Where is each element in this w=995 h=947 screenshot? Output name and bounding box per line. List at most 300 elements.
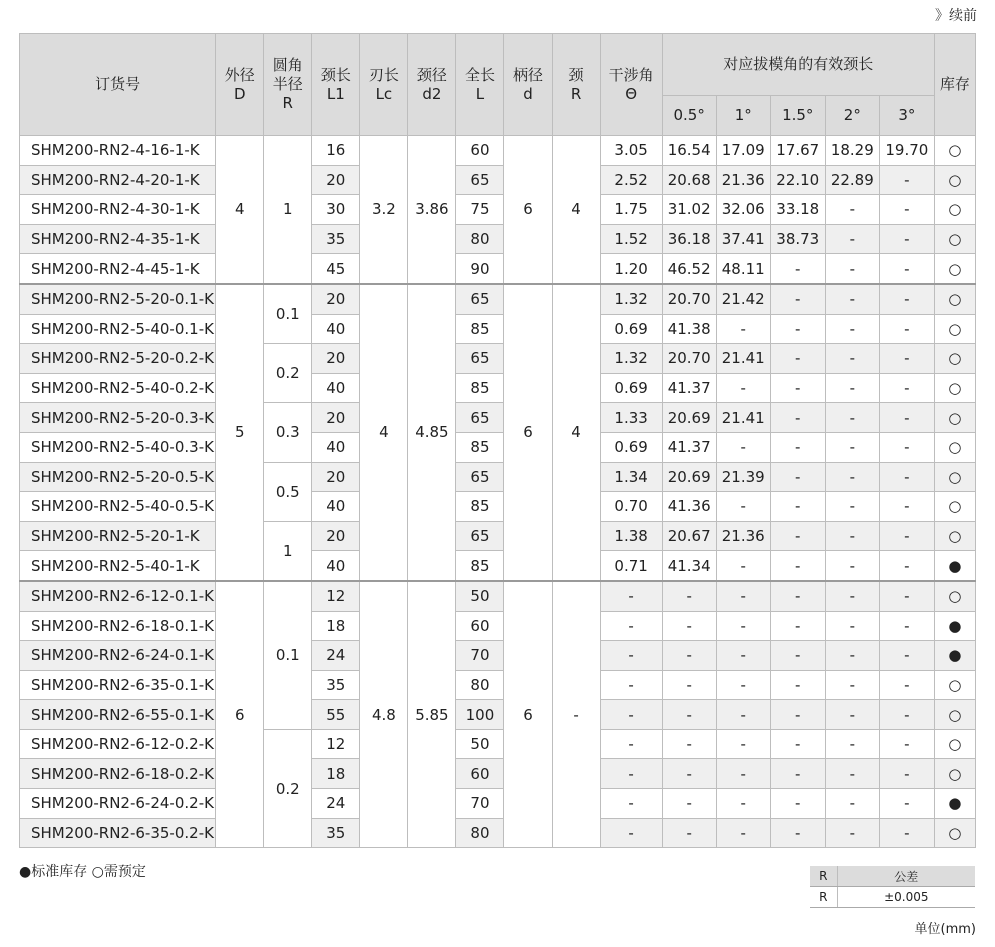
draft-1-5-length-cell: - (770, 641, 825, 671)
empty-dot-icon: ○ (934, 759, 975, 789)
empty-dot-icon: ○ (934, 432, 975, 462)
neck-length-cell: 35 (312, 224, 360, 254)
draft-1-length-cell: 32.06 (716, 195, 770, 225)
draft-0-5-length-cell: 16.54 (662, 136, 716, 166)
part-number-cell: SHM200-RN2-5-40-1-K (20, 551, 216, 581)
blade-length-cell: 4 (360, 284, 408, 581)
table-row (20, 641, 976, 671)
interference-angle-cell: - (600, 818, 662, 848)
draft-1-5-length-cell: - (770, 344, 825, 374)
draft-1-5-length-cell: 33.18 (770, 195, 825, 225)
header-stock: 库存 (934, 34, 975, 136)
interference-angle-cell: - (600, 729, 662, 759)
empty-dot-icon: ○ (91, 864, 104, 880)
draft-2-length-cell: 22.89 (825, 165, 879, 195)
table-row (20, 403, 976, 433)
header-part-no: 订货号 (20, 34, 216, 136)
draft-1-5-length-cell: 38.73 (770, 224, 825, 254)
draft-0-5-length-cell: - (662, 611, 716, 641)
part-number-cell: SHM200-RN2-4-16-1-K (20, 136, 216, 166)
draft-1-5-length-cell: - (770, 314, 825, 344)
draft-2-length-cell: - (825, 700, 879, 730)
draft-1-length-cell: - (716, 789, 770, 819)
draft-1-length-cell: - (716, 729, 770, 759)
empty-dot-icon: ○ (934, 403, 975, 433)
draft-1-5-length-cell: - (770, 729, 825, 759)
blade-length-cell: 4.8 (360, 581, 408, 848)
interference-angle-cell: 0.69 (600, 432, 662, 462)
part-number-cell: SHM200-RN2-6-24-0.1-K (20, 641, 216, 671)
draft-1-length-cell: 21.42 (716, 284, 770, 314)
total-length-cell: 85 (456, 314, 504, 344)
header-neck-r: 颈 R (552, 34, 600, 136)
neck-r-cell: - (552, 581, 600, 848)
neck-length-cell: 12 (312, 729, 360, 759)
total-length-cell: 80 (456, 224, 504, 254)
neck-length-cell: 45 (312, 254, 360, 284)
draft-3-length-cell: - (879, 432, 934, 462)
draft-0-5-length-cell: - (662, 759, 716, 789)
draft-1-5-length-cell: - (770, 521, 825, 551)
shank-diameter-cell: 6 (504, 136, 552, 284)
empty-dot-icon: ○ (934, 492, 975, 522)
total-length-cell: 65 (456, 165, 504, 195)
draft-1-length-cell: - (716, 581, 770, 611)
draft-3-length-cell: - (879, 789, 934, 819)
draft-0-5-length-cell: 20.67 (662, 521, 716, 551)
draft-0-5-length-cell: 36.18 (662, 224, 716, 254)
draft-2-length-cell: - (825, 641, 879, 671)
outer-diameter-cell: 6 (216, 581, 264, 848)
draft-2-length-cell: - (825, 314, 879, 344)
total-length-cell: 65 (456, 462, 504, 492)
draft-3-length-cell: - (879, 165, 934, 195)
interference-angle-cell: 1.34 (600, 462, 662, 492)
total-length-cell: 75 (456, 195, 504, 225)
draft-1-length-cell: - (716, 492, 770, 522)
total-length-cell: 65 (456, 521, 504, 551)
part-number-cell: SHM200-RN2-5-20-0.1-K (20, 284, 216, 314)
draft-2-length-cell: - (825, 789, 879, 819)
draft-3-length-cell: - (879, 254, 934, 284)
draft-1-5-length-cell: - (770, 789, 825, 819)
part-number-cell: SHM200-RN2-4-35-1-K (20, 224, 216, 254)
draft-1-length-cell: - (716, 700, 770, 730)
draft-2-length-cell: - (825, 373, 879, 403)
draft-3-length-cell: - (879, 581, 934, 611)
table-row (20, 284, 976, 314)
part-number-cell: SHM200-RN2-5-40-0.1-K (20, 314, 216, 344)
neck-length-cell: 20 (312, 165, 360, 195)
draft-3-length-cell: - (879, 521, 934, 551)
tolerance-header-r: R (810, 866, 837, 887)
draft-1-5-length-cell: - (770, 551, 825, 581)
total-length-cell: 90 (456, 254, 504, 284)
total-length-cell: 50 (456, 581, 504, 611)
table-row (20, 700, 976, 730)
draft-2-length-cell: - (825, 818, 879, 848)
table-row (20, 165, 976, 195)
draft-3-length-cell: - (879, 729, 934, 759)
interference-angle-cell: 3.05 (600, 136, 662, 166)
empty-dot-icon: ○ (934, 344, 975, 374)
neck-length-cell: 20 (312, 462, 360, 492)
draft-3-length-cell: - (879, 700, 934, 730)
neck-diameter-cell: 4.85 (408, 284, 456, 581)
part-number-cell: SHM200-RN2-5-20-1-K (20, 521, 216, 551)
filled-dot-icon: ● (19, 864, 32, 880)
draft-0-5-length-cell: 20.70 (662, 284, 716, 314)
interference-angle-cell: 0.71 (600, 551, 662, 581)
neck-length-cell: 40 (312, 492, 360, 522)
neck-length-cell: 20 (312, 521, 360, 551)
header-draft-1: 1° (716, 96, 770, 136)
interference-angle-cell: 0.69 (600, 314, 662, 344)
empty-dot-icon: ○ (934, 136, 975, 166)
header-interference-angle: 干涉角 Θ (600, 34, 662, 136)
empty-dot-icon: ○ (934, 700, 975, 730)
interference-angle-cell: - (600, 641, 662, 671)
table-row (20, 670, 976, 700)
neck-length-cell: 18 (312, 611, 360, 641)
interference-angle-cell: 1.38 (600, 521, 662, 551)
draft-0-5-length-cell: - (662, 818, 716, 848)
draft-3-length-cell: - (879, 224, 934, 254)
draft-3-length-cell: - (879, 344, 934, 374)
table-row (20, 581, 976, 611)
table-row (20, 729, 976, 759)
draft-2-length-cell: - (825, 462, 879, 492)
empty-dot-icon: ○ (934, 314, 975, 344)
table-row (20, 492, 976, 522)
total-length-cell: 50 (456, 729, 504, 759)
table-row (20, 611, 976, 641)
header-neck-diameter: 颈径 d2 (408, 34, 456, 136)
draft-1-5-length-cell: - (770, 254, 825, 284)
draft-0-5-length-cell: 41.37 (662, 432, 716, 462)
draft-1-5-length-cell: - (770, 284, 825, 314)
interference-angle-cell: - (600, 759, 662, 789)
tolerance-header-tol: 公差 (837, 866, 975, 887)
draft-1-5-length-cell: - (770, 759, 825, 789)
table-row (20, 224, 976, 254)
part-number-cell: SHM200-RN2-6-35-0.1-K (20, 670, 216, 700)
stock-legend (19, 861, 146, 881)
draft-0-5-length-cell: - (662, 729, 716, 759)
table-row (20, 818, 976, 848)
draft-0-5-length-cell: - (662, 700, 716, 730)
draft-2-length-cell: - (825, 224, 879, 254)
draft-2-length-cell: - (825, 254, 879, 284)
interference-angle-cell: - (600, 581, 662, 611)
table-row (20, 344, 976, 374)
table-row (20, 462, 976, 492)
neck-r-cell: 4 (552, 136, 600, 284)
draft-2-length-cell: - (825, 611, 879, 641)
interference-angle-cell: 1.52 (600, 224, 662, 254)
draft-3-length-cell: - (879, 403, 934, 433)
part-number-cell: SHM200-RN2-6-12-0.2-K (20, 729, 216, 759)
neck-length-cell: 40 (312, 314, 360, 344)
draft-2-length-cell: - (825, 432, 879, 462)
draft-0-5-length-cell: - (662, 641, 716, 671)
draft-1-length-cell: 21.39 (716, 462, 770, 492)
draft-0-5-length-cell: 31.02 (662, 195, 716, 225)
table-row (20, 551, 976, 581)
part-number-cell: SHM200-RN2-4-30-1-K (20, 195, 216, 225)
corner-radius-cell: 0.2 (264, 344, 312, 403)
part-number-cell: SHM200-RN2-6-35-0.2-K (20, 818, 216, 848)
header-blade-length: 刃长 Lc (360, 34, 408, 136)
draft-3-length-cell: - (879, 818, 934, 848)
neck-length-cell: 40 (312, 373, 360, 403)
draft-1-5-length-cell: - (770, 373, 825, 403)
header-shank-diameter: 柄径 d (504, 34, 552, 136)
draft-3-length-cell: - (879, 462, 934, 492)
table-row (20, 136, 976, 166)
header-draft-2: 2° (825, 96, 879, 136)
header-draft-0-5: 0.5° (662, 96, 716, 136)
draft-2-length-cell: - (825, 551, 879, 581)
table-row (20, 195, 976, 225)
draft-2-length-cell: - (825, 195, 879, 225)
draft-0-5-length-cell: 20.70 (662, 344, 716, 374)
neck-length-cell: 20 (312, 403, 360, 433)
draft-0-5-length-cell: 20.68 (662, 165, 716, 195)
part-number-cell: SHM200-RN2-6-12-0.1-K (20, 581, 216, 611)
neck-length-cell: 20 (312, 344, 360, 374)
legend-standard-stock: 标准库存 (31, 864, 88, 880)
header-draft-1-5: 1.5° (770, 96, 825, 136)
draft-3-length-cell: 19.70 (879, 136, 934, 166)
draft-3-length-cell: - (879, 373, 934, 403)
empty-dot-icon: ○ (934, 224, 975, 254)
draft-1-5-length-cell: - (770, 462, 825, 492)
draft-1-5-length-cell: - (770, 403, 825, 433)
outer-diameter-cell: 5 (216, 284, 264, 581)
filled-dot-icon: ● (934, 641, 975, 671)
draft-0-5-length-cell: 20.69 (662, 462, 716, 492)
total-length-cell: 65 (456, 284, 504, 314)
empty-dot-icon: ○ (934, 195, 975, 225)
neck-length-cell: 12 (312, 581, 360, 611)
draft-1-length-cell: 48.11 (716, 254, 770, 284)
shank-diameter-cell: 6 (504, 284, 552, 581)
header-neck-length: 颈长 L1 (312, 34, 360, 136)
draft-1-5-length-cell: - (770, 432, 825, 462)
neck-length-cell: 35 (312, 818, 360, 848)
draft-1-length-cell: 21.41 (716, 403, 770, 433)
draft-1-length-cell: - (716, 432, 770, 462)
empty-dot-icon: ○ (934, 165, 975, 195)
header-outer-diameter: 外径 D (216, 34, 264, 136)
draft-2-length-cell: - (825, 670, 879, 700)
part-number-cell: SHM200-RN2-5-40-0.5-K (20, 492, 216, 522)
interference-angle-cell: - (600, 611, 662, 641)
draft-0-5-length-cell: - (662, 789, 716, 819)
part-number-cell: SHM200-RN2-6-18-0.2-K (20, 759, 216, 789)
corner-radius-cell: 0.5 (264, 462, 312, 521)
draft-3-length-cell: - (879, 551, 934, 581)
draft-1-5-length-cell: - (770, 700, 825, 730)
filled-dot-icon: ● (934, 611, 975, 641)
draft-0-5-length-cell: - (662, 581, 716, 611)
part-number-cell: SHM200-RN2-5-40-0.2-K (20, 373, 216, 403)
draft-1-length-cell: - (716, 611, 770, 641)
total-length-cell: 80 (456, 818, 504, 848)
tolerance-row-r: R (810, 887, 837, 908)
empty-dot-icon: ○ (934, 521, 975, 551)
total-length-cell: 70 (456, 641, 504, 671)
draft-0-5-length-cell: 41.37 (662, 373, 716, 403)
neck-length-cell: 40 (312, 432, 360, 462)
neck-length-cell: 40 (312, 551, 360, 581)
part-number-cell: SHM200-RN2-5-20-0.5-K (20, 462, 216, 492)
empty-dot-icon: ○ (934, 729, 975, 759)
table-row (20, 789, 976, 819)
blade-length-cell: 3.2 (360, 136, 408, 284)
draft-3-length-cell: - (879, 611, 934, 641)
total-length-cell: 60 (456, 136, 504, 166)
legend-order-required: 需预定 (103, 864, 146, 880)
part-number-cell: SHM200-RN2-5-20-0.2-K (20, 344, 216, 374)
draft-2-length-cell: - (825, 492, 879, 522)
neck-length-cell: 30 (312, 195, 360, 225)
draft-2-length-cell: - (825, 729, 879, 759)
header-draft-3: 3° (879, 96, 934, 136)
total-length-cell: 70 (456, 789, 504, 819)
neck-length-cell: 55 (312, 700, 360, 730)
corner-radius-cell: 0.1 (264, 581, 312, 729)
draft-1-length-cell: - (716, 551, 770, 581)
neck-diameter-cell: 5.85 (408, 581, 456, 848)
filled-dot-icon: ● (934, 789, 975, 819)
neck-length-cell: 20 (312, 284, 360, 314)
draft-2-length-cell: - (825, 284, 879, 314)
neck-length-cell: 24 (312, 789, 360, 819)
draft-1-length-cell: 21.36 (716, 165, 770, 195)
interference-angle-cell: - (600, 700, 662, 730)
total-length-cell: 65 (456, 403, 504, 433)
neck-length-cell: 16 (312, 136, 360, 166)
draft-0-5-length-cell: 41.38 (662, 314, 716, 344)
draft-1-5-length-cell: - (770, 611, 825, 641)
table-body (20, 136, 976, 848)
interference-angle-cell: - (600, 789, 662, 819)
draft-2-length-cell: - (825, 581, 879, 611)
empty-dot-icon: ○ (934, 818, 975, 848)
tolerance-row-value: ±0.005 (837, 887, 975, 908)
corner-radius-cell: 1 (264, 136, 312, 284)
corner-radius-cell: 0.3 (264, 403, 312, 462)
draft-1-length-cell: - (716, 373, 770, 403)
draft-1-5-length-cell: - (770, 670, 825, 700)
draft-1-5-length-cell: - (770, 492, 825, 522)
empty-dot-icon: ○ (934, 373, 975, 403)
draft-0-5-length-cell: 20.69 (662, 403, 716, 433)
empty-dot-icon: ○ (934, 462, 975, 492)
draft-1-length-cell: - (716, 314, 770, 344)
draft-2-length-cell: - (825, 521, 879, 551)
draft-2-length-cell: 18.29 (825, 136, 879, 166)
total-length-cell: 100 (456, 700, 504, 730)
interference-angle-cell: 0.69 (600, 373, 662, 403)
draft-1-length-cell: - (716, 818, 770, 848)
empty-dot-icon: ○ (934, 670, 975, 700)
empty-dot-icon: ○ (934, 284, 975, 314)
table-row (20, 314, 976, 344)
draft-1-length-cell: - (716, 759, 770, 789)
draft-2-length-cell: - (825, 344, 879, 374)
total-length-cell: 85 (456, 373, 504, 403)
draft-3-length-cell: - (879, 314, 934, 344)
outer-diameter-cell: 4 (216, 136, 264, 284)
neck-r-cell: 4 (552, 284, 600, 581)
draft-1-length-cell: 21.36 (716, 521, 770, 551)
table-row (20, 759, 976, 789)
neck-length-cell: 24 (312, 641, 360, 671)
part-number-cell: SHM200-RN2-4-45-1-K (20, 254, 216, 284)
draft-3-length-cell: - (879, 492, 934, 522)
empty-dot-icon: ○ (934, 581, 975, 611)
continued-note: 》续前 (935, 8, 977, 24)
draft-1-length-cell: 21.41 (716, 344, 770, 374)
total-length-cell: 65 (456, 344, 504, 374)
neck-length-cell: 35 (312, 670, 360, 700)
header-corner-radius: 圆角 半径 R (264, 34, 312, 136)
shank-diameter-cell: 6 (504, 581, 552, 848)
neck-length-cell: 18 (312, 759, 360, 789)
part-number-cell: SHM200-RN2-6-24-0.2-K (20, 789, 216, 819)
specification-table (19, 33, 976, 848)
draft-1-length-cell: 17.09 (716, 136, 770, 166)
part-number-cell: SHM200-RN2-5-20-0.3-K (20, 403, 216, 433)
header-draft-angle-group: 对应拔模角的有效颈长 (662, 34, 934, 96)
interference-angle-cell: 1.32 (600, 344, 662, 374)
draft-2-length-cell: - (825, 759, 879, 789)
draft-1-5-length-cell: 22.10 (770, 165, 825, 195)
total-length-cell: 85 (456, 492, 504, 522)
total-length-cell: 85 (456, 551, 504, 581)
empty-dot-icon: ○ (934, 254, 975, 284)
draft-1-length-cell: - (716, 641, 770, 671)
draft-0-5-length-cell: - (662, 670, 716, 700)
draft-0-5-length-cell: 46.52 (662, 254, 716, 284)
table-row (20, 373, 976, 403)
neck-diameter-cell: 3.86 (408, 136, 456, 284)
draft-1-5-length-cell: 17.67 (770, 136, 825, 166)
part-number-cell: SHM200-RN2-6-18-0.1-K (20, 611, 216, 641)
draft-2-length-cell: - (825, 403, 879, 433)
interference-angle-cell: 1.75 (600, 195, 662, 225)
part-number-cell: SHM200-RN2-4-20-1-K (20, 165, 216, 195)
interference-angle-cell: 0.70 (600, 492, 662, 522)
draft-1-5-length-cell: - (770, 818, 825, 848)
draft-0-5-length-cell: 41.34 (662, 551, 716, 581)
header-total-length: 全长 L (456, 34, 504, 136)
corner-radius-cell: 0.2 (264, 729, 312, 847)
draft-3-length-cell: - (879, 759, 934, 789)
draft-3-length-cell: - (879, 641, 934, 671)
tolerance-table (810, 866, 975, 908)
total-length-cell: 60 (456, 611, 504, 641)
draft-3-length-cell: - (879, 284, 934, 314)
interference-angle-cell: 2.52 (600, 165, 662, 195)
interference-angle-cell: 1.20 (600, 254, 662, 284)
filled-dot-icon: ● (934, 551, 975, 581)
interference-angle-cell: 1.32 (600, 284, 662, 314)
interference-angle-cell: 1.33 (600, 403, 662, 433)
